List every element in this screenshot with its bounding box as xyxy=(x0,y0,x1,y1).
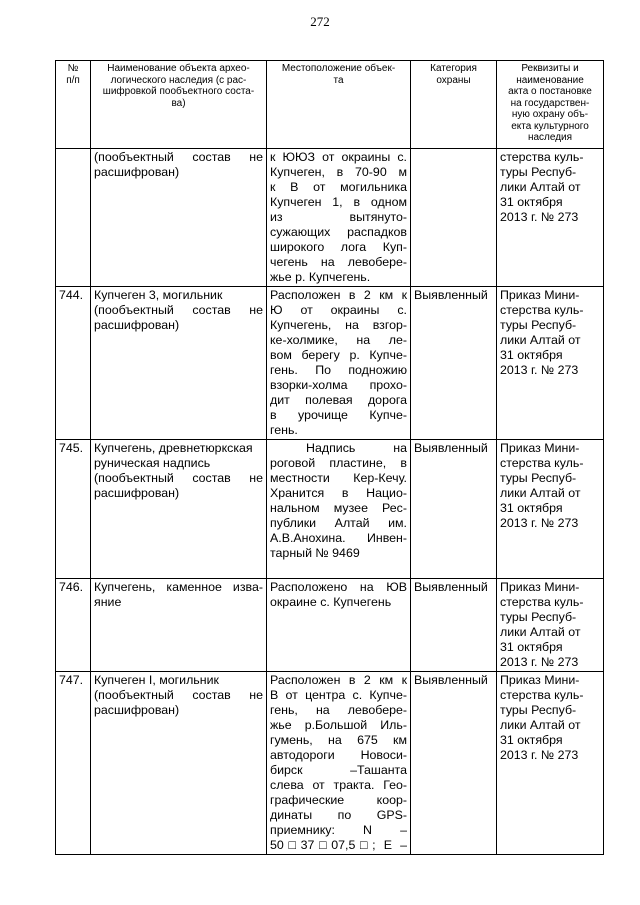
header-name: Наименование объекта архео- логического наследия (с рас- шифровкой пообъектного соста- ва) xyxy=(91,61,267,149)
heritage-registry-table xyxy=(55,60,604,855)
protection-category: Выявленный xyxy=(411,672,497,855)
row-number xyxy=(56,149,91,287)
object-location: Расположено на ЮВ окраине с. Купчегень xyxy=(267,579,411,672)
protection-category: Выявленный xyxy=(411,287,497,440)
table-row xyxy=(56,287,604,440)
object-name: Купчегень, каменное изва- яние xyxy=(91,579,267,672)
act-details: Приказ Мини- стерства куль- туры Респуб- лики Алтай от 31 октября 2013 г. № 273 xyxy=(497,672,604,855)
page-number: 272 xyxy=(310,14,330,29)
row-number: 744. xyxy=(56,287,91,440)
object-location: к ЮЮЗ от окраины с. Купчеген, в 70-90 м к В от могильника Купчеген 1, в одном из вытянуто- сужающих распадков широкого лога Куп- чегень на левобере- жье р. Купчегень. xyxy=(267,149,411,287)
object-name: Купчеген I, могильник (пообъектный состав не расшифрован) xyxy=(91,672,267,855)
object-name: Купчегень, древнетюркская руническая надпись (пообъектный состав не расшифрован) xyxy=(91,440,267,579)
protection-category: Выявленный xyxy=(411,440,497,579)
object-location: Надпись на роговой пластине, в местности Кер-Кечу. Хранится в Нацио- нальном музее Рес- публики Алтай им. А.В.Анохина. Инвен- тарный № 9469 xyxy=(267,440,411,579)
protection-category xyxy=(411,149,497,287)
table-row xyxy=(56,440,604,579)
row-number: 747. xyxy=(56,672,91,855)
table-row xyxy=(56,149,604,287)
header-category: Категория охраны xyxy=(411,61,497,149)
table-row xyxy=(56,579,604,672)
act-details: Приказ Мини- стерства куль- туры Респуб- лики Алтай от 31 октября 2013 г. № 273 xyxy=(497,579,604,672)
object-name: (пообъектный состав не расшифрован) xyxy=(91,149,267,287)
object-name: Купчеген 3, могильник (пообъектный состав не расшифрован) xyxy=(91,287,267,440)
header-act: Реквизиты и наименование акта о постановке на государствен- ную охрану объ- екта культурного наследия xyxy=(497,61,604,149)
act-details: стерства куль- туры Респуб- лики Алтай от 31 октября 2013 г. № 273 xyxy=(497,149,604,287)
header-num: № п/п xyxy=(56,61,91,149)
header-location: Местоположение объек- та xyxy=(267,61,411,149)
object-location: Расположен в 2 км к Ю от окраины с. Купчегень, на взгор- ке-холмике, на ле- вом берегу р. Купче- гень. По подножию взорки-холма прохо- дит полевая дорога в урочище Купче- гень. xyxy=(267,287,411,440)
table-row xyxy=(56,672,604,855)
object-location: Расположен в 2 км к В от центра с. Купче- гень, на левобере- жье р.Большой Иль- гумень, на 675 км автодороги Новоси- бирск –Ташанта слева от тракта. Гео- графические коор- динаты по GPS- приемнику: N – 50□37□07,5□; E – xyxy=(267,672,411,855)
header-row xyxy=(56,61,604,149)
act-details: Приказ Мини- стерства куль- туры Респуб- лики Алтай от 31 октября 2013 г. № 273 xyxy=(497,287,604,440)
act-details: Приказ Мини- стерства куль- туры Респуб- лики Алтай от 31 октября 2013 г. № 273 xyxy=(497,440,604,579)
row-number: 745. xyxy=(56,440,91,579)
protection-category: Выявленный xyxy=(411,579,497,672)
row-number: 746. xyxy=(56,579,91,672)
